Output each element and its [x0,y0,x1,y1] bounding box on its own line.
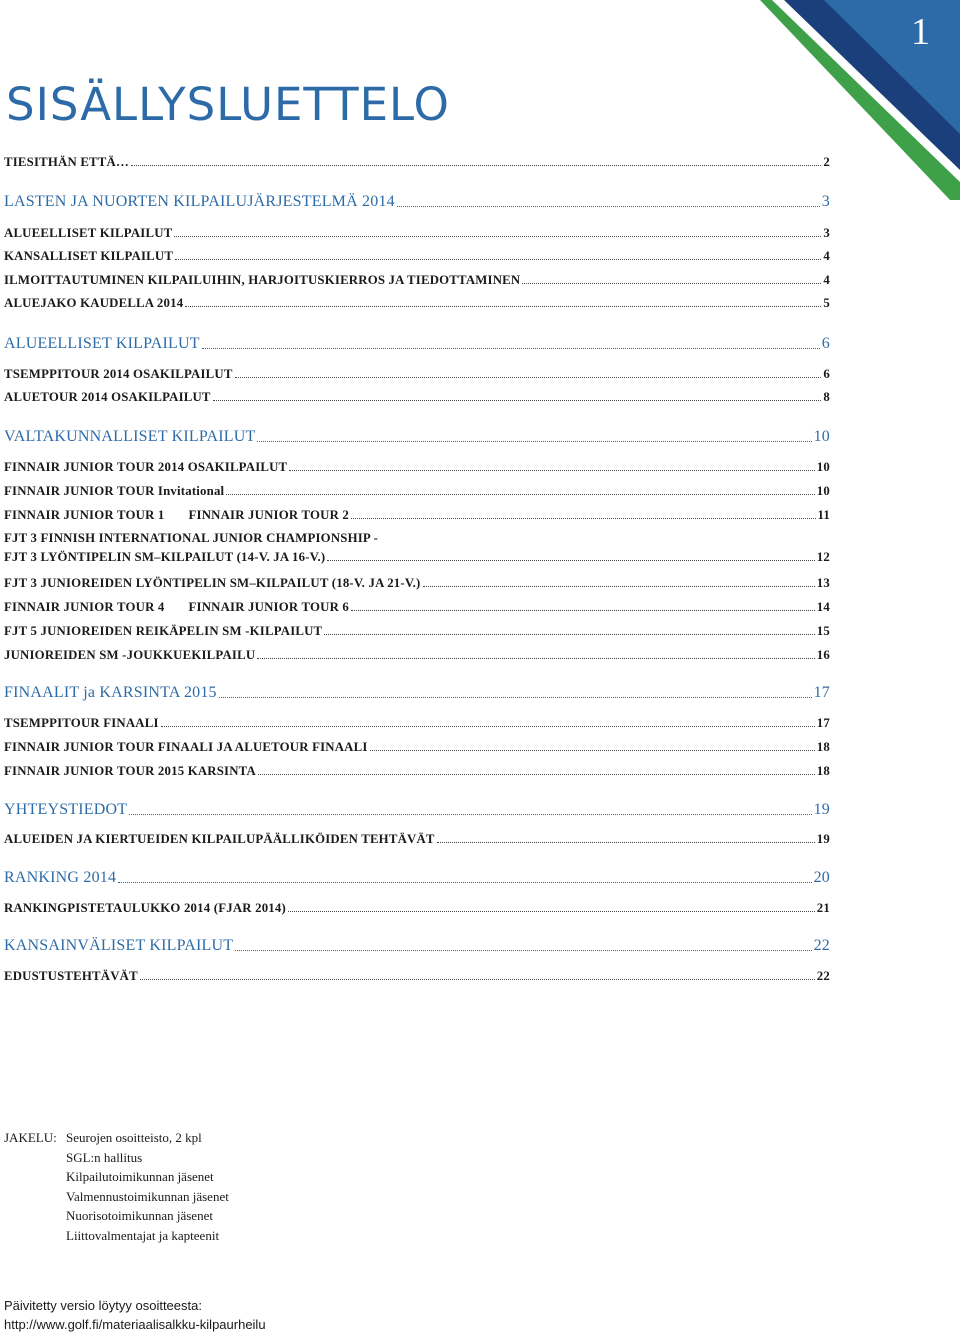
toc-label [4,460,287,475]
toc-label-text: RANKINGPISTETAULUKKO 2014 (FJAR 2014) [4,901,286,915]
toc-page-number: 18 [816,740,830,754]
toc-label [4,624,322,639]
toc-section[interactable] [4,428,830,446]
toc-item[interactable] [4,273,830,288]
dot-leader [289,470,815,471]
distribution-list [4,1128,229,1245]
toc-label-text: FINNAIR JUNIOR TOUR 4 [4,600,165,614]
toc-label-text: FINNAIR JUNIOR TOUR 1 [4,508,165,522]
toc-item[interactable] [4,484,830,499]
toc-item[interactable] [4,901,830,916]
distribution-row [4,1187,229,1207]
toc-page-number: 11 [817,508,830,522]
toc-page-number: 3 [821,193,830,210]
toc-item[interactable] [4,832,830,847]
toc-label [4,600,349,615]
distribution-recipient: Kilpailutoimikunnan jäsenet [66,1169,214,1184]
toc-label [4,764,256,779]
toc-label [4,576,421,591]
distribution-label [4,1187,66,1207]
toc-item[interactable] [4,226,830,241]
dot-leader [202,348,820,349]
toc-label-text: FJT 3 LYÖNTIPELIN SM–KILPAILUT (14-V. JA 16-V.) [4,550,326,564]
toc-label [4,969,138,984]
dot-leader [324,634,815,635]
toc-item[interactable] [4,716,830,731]
materials-link[interactable]: http://www.golf.fi/materiaalisalkku-kilpaurheilu [4,1317,266,1332]
toc-page-number: 22 [813,937,830,954]
toc-label [4,801,127,819]
toc-item[interactable] [4,508,830,523]
toc-page-number: 10 [816,460,830,474]
toc-label-text: VALTAKUNNALLISET KILPAILUT [4,428,256,445]
toc-item[interactable] [4,367,830,382]
toc-page-number: 6 [823,367,830,381]
toc-item[interactable] [4,550,830,565]
toc-page-number: 20 [813,869,830,886]
toc-page-number: 13 [816,576,830,590]
distribution-row [4,1226,229,1246]
toc-item[interactable] [4,576,830,591]
toc-label [4,155,129,170]
dot-leader [351,518,815,519]
dot-leader [131,165,821,166]
toc-section[interactable] [4,801,830,819]
toc-page-number: 5 [823,296,830,310]
toc-label [4,740,368,755]
dot-leader [257,441,811,442]
toc-label-text: FJT 5 JUNIOREIDEN REIKÄPELIN SM -KILPAILUT [4,624,323,638]
page-number: 1 [911,11,930,53]
toc-label [4,226,172,241]
distribution-row [4,1206,229,1226]
distribution-label: JAKELU: [4,1130,57,1145]
toc-label [4,716,159,731]
toc-label [4,869,116,887]
toc-section[interactable] [4,937,830,955]
toc-section[interactable] [4,193,830,211]
toc-label [4,367,233,382]
toc-label-text: EDUSTUSTEHTÄVÄT [4,969,138,983]
dot-leader [226,494,814,495]
toc-item[interactable] [4,648,830,663]
toc-label [4,249,173,264]
toc-item[interactable] [4,764,830,779]
toc-label-text: LASTEN JA NUORTEN KILPAILUJÄRJESTELMÄ 2014 [4,193,395,210]
distribution-row [4,1128,229,1148]
toc-label-text: TIESITHÄN ETTÄ… [4,155,129,169]
toc-label [4,484,224,499]
distribution-label [4,1226,66,1246]
toc-page-number: 14 [816,600,830,614]
toc-section[interactable] [4,869,830,887]
toc-page-number: 19 [816,832,830,846]
toc-item-multiline[interactable] [4,531,830,550]
dot-leader [437,842,815,843]
toc-label-text: ALUEELLISET KILPAILUT [4,335,200,352]
toc-page-number: 10 [813,428,830,445]
dot-leader [213,400,822,401]
page-title: SISÄLLYSLUETTELO [6,78,450,131]
toc-page-number: 12 [816,550,830,564]
toc-page-number: 10 [816,484,830,498]
dot-leader [327,560,814,561]
toc-label [4,193,395,211]
toc-section[interactable] [4,335,830,353]
toc-label-line1: FJT 3 FINNISH INTERNATIONAL JUNIOR CHAMPIONSHIP - [4,531,379,545]
toc-page-number: 16 [816,648,830,662]
toc-label [4,648,255,663]
dot-leader [174,236,821,237]
toc-label [4,550,325,565]
toc-label [4,684,217,702]
distribution-label [4,1167,66,1187]
toc-page-number: 4 [823,249,830,263]
dot-leader [258,774,815,775]
distribution-row [4,1148,229,1168]
toc-label-text: FINNAIR JUNIOR TOUR 2014 OSAKILPAILUT [4,460,288,474]
toc-page-number: 8 [823,390,830,404]
distribution-recipient: SGL:n hallitus [66,1149,143,1165]
toc-label [4,508,349,523]
toc-item[interactable] [4,600,830,615]
toc-label-text: ALUEELLISET KILPAILUT [4,226,173,240]
toc-label [4,901,286,916]
toc-label-text: ALUEJAKO KAUDELLA 2014 [4,296,184,310]
toc-page-number: 22 [816,969,830,983]
dot-leader [288,911,815,912]
dot-leader [397,206,820,207]
toc-label-text: JUNIOREIDEN SM -JOUKKUEKILPAILU [4,648,256,662]
toc-item[interactable] [4,969,830,984]
dot-leader [161,726,815,727]
footer-note [4,1296,266,1334]
dot-leader [140,979,815,980]
toc-page-number: 3 [823,226,830,240]
toc-item[interactable] [4,624,830,639]
dot-leader [351,610,815,611]
toc-label-text: TSEMPPITOUR FINAALI [4,716,159,730]
distribution-recipient: Nuorisotoimikunnan jäsenet [66,1208,213,1223]
dot-leader [175,259,821,260]
toc-page-number: 6 [821,335,830,352]
dot-leader [235,950,811,951]
toc-label-text: FINNAIR JUNIOR TOUR FINAALI JA ALUETOUR FINAALI [4,740,368,754]
toc-label-text: YHTEYSTIEDOT [4,801,128,818]
dot-leader [235,377,822,378]
toc-item[interactable] [4,296,830,311]
distribution-row [4,1167,229,1187]
dot-leader [185,306,821,307]
toc-page-number: 2 [823,155,830,169]
toc-page-number: 17 [813,684,830,701]
toc-label-text: ALUEIDEN JA KIERTUEIDEN KILPAILUPÄÄLLIKÖIDEN TEHTÄVÄT [4,832,435,846]
toc-label-text: FINNAIR JUNIOR TOUR 2015 KARSINTA [4,764,256,778]
dot-leader [129,814,811,815]
toc-label [4,428,255,446]
toc-item[interactable] [4,249,830,264]
dot-leader [118,882,811,883]
toc-label-text: KANSAINVÄLISET KILPAILUT [4,937,234,954]
toc-page-number: 4 [823,273,830,287]
toc-page-number: 17 [816,716,830,730]
toc-label [4,335,200,353]
distribution-recipient: Liittovalmentajat ja kapteenit [66,1227,220,1243]
toc-page-number: 18 [816,764,830,778]
distribution-label [4,1148,66,1168]
toc-item[interactable] [4,390,830,405]
toc-intro[interactable] [4,155,830,170]
toc-label-text: RANKING 2014 [4,869,117,886]
toc-page-number: 19 [813,801,830,818]
toc-label [4,832,435,847]
toc-page-number: 21 [816,901,830,915]
dot-leader [423,586,815,587]
toc-item[interactable] [4,460,830,475]
toc-page-number: 15 [816,624,830,638]
distribution-recipient: Valmennustoimikunnan jäsenet [66,1188,229,1204]
toc-label-text: FINAALIT ja KARSINTA 2015 [4,684,217,701]
toc-label-secondary: FINNAIR JUNIOR TOUR 6 [188,600,350,614]
toc-label [4,296,183,311]
toc-section[interactable] [4,684,830,702]
toc-item[interactable] [4,740,830,755]
dot-leader [219,697,812,698]
toc-label-text: FINNAIR JUNIOR TOUR Invitational [4,484,225,498]
toc-label-text: TSEMPPITOUR 2014 OSAKILPAILUT [4,367,233,381]
toc-label-text: FJT 3 JUNIOREIDEN LYÖNTIPELIN SM–KILPAILUT (18-V. JA 21-V.) [4,576,421,590]
distribution-label [4,1206,66,1226]
toc-label-text: KANSALLISET KILPAILUT [4,249,174,263]
toc-label-text: ILMOITTAUTUMINEN KILPAILUIHIN, HARJOITUSKIERROS JA TIEDOTTAMINEN [4,273,521,287]
dot-leader [522,283,821,284]
dot-leader [257,658,815,659]
dot-leader [370,750,815,751]
distribution-recipient: Seurojen osoitteisto, 2 kpl [66,1130,202,1145]
toc-label-text: ALUETOUR 2014 OSAKILPAILUT [4,390,211,404]
toc-label [4,390,211,405]
update-note: Päivitetty versio löytyy osoitteesta: [4,1298,202,1313]
toc-label [4,937,233,955]
toc-label-secondary: FINNAIR JUNIOR TOUR 2 [188,508,350,522]
toc-label [4,273,520,288]
